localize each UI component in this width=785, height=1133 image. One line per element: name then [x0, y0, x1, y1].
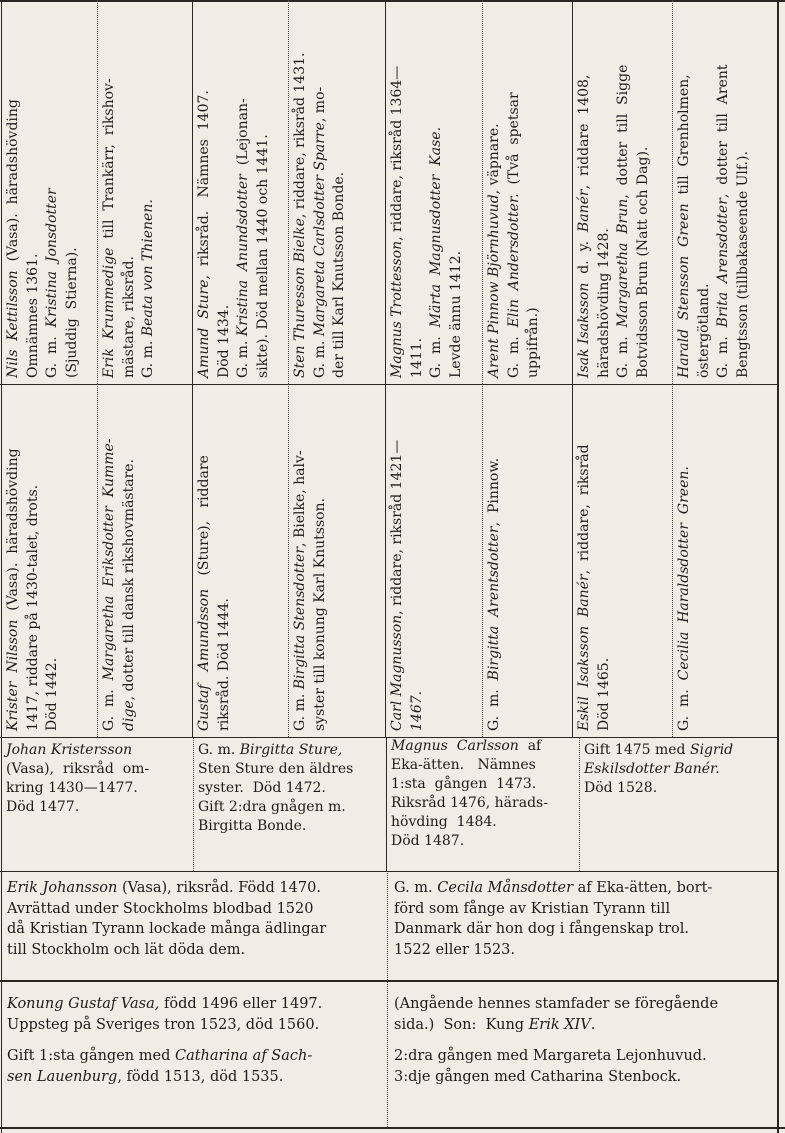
text-run: G. m.: [44, 327, 60, 378]
name-run: sen Lauenburg: [7, 1068, 118, 1085]
text-line: [234, 6, 254, 378]
text-run: Död 1465.: [595, 657, 612, 731]
text-run: Levde ännu 1412.: [447, 250, 464, 378]
text-line: [485, 390, 505, 731]
text-run: (Två spetsar: [505, 92, 522, 194]
text-run: G. m.: [428, 327, 444, 378]
top-entry-isak: [573, 2, 672, 382]
text-line: [198, 741, 382, 760]
entry-gustaf-vasa: [3, 992, 387, 1037]
text-run: Bengtsson (tillbakaseende Ulf.).: [734, 151, 751, 378]
text-line: [394, 919, 772, 940]
name-run: Cecilia Haraldsdotter Green.: [676, 466, 692, 681]
name-run: Krister Nilsson: [5, 619, 21, 731]
rotated-text: [675, 2, 753, 382]
text-line: [6, 741, 188, 760]
text-run: , mo-: [311, 86, 328, 123]
text-line: [584, 741, 772, 760]
name-run: Margaretha Brun: [615, 198, 631, 328]
text-run: häradshövding 1428.: [595, 228, 612, 378]
text-run: Sten Sture den äldres: [198, 761, 354, 777]
text-line: [391, 794, 575, 813]
text-run: G. m.: [505, 327, 522, 378]
text-run: (Sture), riddare: [196, 455, 212, 589]
text-run: Död 1477.: [6, 799, 80, 815]
top-entry-harald: [673, 2, 777, 382]
text-run: till Stockholm och lät döda dem.: [7, 941, 246, 958]
text-run: (Lejonan-: [235, 98, 251, 175]
text-run: 1:sta gången 1473.: [391, 776, 537, 792]
text-run: riksråd. Död 1444.: [215, 598, 232, 731]
text-line: [100, 390, 120, 731]
rotated-text: [195, 386, 234, 735]
text-run: 1417, riddare på 1430-talet, drots.: [24, 484, 41, 731]
text-line: [311, 390, 331, 731]
mid-entry-cecilia: [673, 386, 777, 735]
name-run: Erik Johansson: [7, 880, 118, 896]
text-run: af: [518, 738, 542, 754]
name-run: Kristina Anundsdotter: [235, 174, 251, 337]
sep: [387, 871, 388, 980]
divider-top-mid: [0, 384, 778, 385]
text-line: [330, 6, 350, 378]
rotated-text: [4, 386, 63, 735]
text-run: (Vasa). häradshövding: [5, 448, 21, 620]
text-line: [6, 760, 188, 779]
text-run: G. m.: [615, 327, 631, 378]
rotated-text: [388, 386, 427, 735]
text-run: , riddare 1408,: [576, 74, 592, 190]
text-run: Gift 1:sta gången med: [7, 1048, 175, 1064]
name-run: Arent Pinnow Björnhuvud: [486, 194, 502, 378]
text-run: Gift 2:dra gnågen m.: [198, 799, 346, 815]
name-run: Erik XIV: [528, 1016, 591, 1033]
rotated-text: [291, 2, 350, 382]
text-run: östergötland.: [695, 283, 712, 378]
name-run: Margareta Carlsdotter Sparre: [311, 122, 328, 337]
text-run: G. m.: [140, 336, 156, 378]
top-entry-amund: [193, 2, 288, 382]
text-run: , född 1513, död 1535.: [117, 1068, 284, 1085]
text-line: [195, 6, 215, 378]
text-line: [311, 6, 331, 378]
text-line: [595, 390, 615, 731]
text-line: [408, 390, 428, 731]
top-entry-nils: [2, 2, 97, 382]
text-line: [43, 6, 63, 378]
text-run: uppifrån.): [525, 307, 541, 378]
text-run: G. m.: [101, 680, 117, 731]
name-run: Isak Isaksson: [576, 282, 592, 378]
text-line: [675, 390, 695, 731]
text-run: , riddare, riksråd 1431.: [292, 52, 308, 219]
mid-entry-carl: [386, 386, 482, 735]
text-line: [7, 940, 383, 961]
text-line: [7, 878, 383, 899]
text-run: , riddare, riksråd 1364—: [389, 65, 405, 241]
text-line: [254, 6, 274, 378]
text-line: [595, 6, 615, 378]
name-run: Märta Magnusdotter Kase.: [428, 126, 444, 328]
text-run: till Grenholmen,: [676, 74, 692, 204]
name-run: Kristina Jonsdotter: [44, 188, 60, 328]
text-line: [391, 775, 575, 794]
text-line: [291, 390, 311, 731]
text-run: Avrättad under Stockholms blodbad 1520: [7, 900, 314, 917]
mid-entry-gustaf: [193, 386, 288, 735]
text-line: [43, 390, 63, 731]
entry-magnus-carlsson: [387, 735, 579, 853]
text-run: G. m.: [486, 680, 502, 731]
text-run: G. m.: [715, 327, 731, 378]
text-run: riksråd. Nämnes 1407.: [196, 90, 212, 276]
text-run: G. m.: [394, 880, 438, 896]
text-run: Botvidsson Brun (Natt och Dag).: [634, 146, 651, 378]
text-run: sida.) Son: Kung: [394, 1016, 529, 1033]
mid-entry-margaretha: [98, 386, 192, 735]
name-run: Birgitta Sture,: [239, 742, 343, 758]
text-line: [695, 6, 715, 378]
text-run: syster till konung Karl Knutsson.: [311, 497, 328, 731]
name-run: Eskilsdotter Banér.: [584, 761, 720, 777]
text-line: [394, 878, 772, 899]
text-line: [120, 390, 140, 731]
text-line: [388, 390, 408, 731]
text-line: [4, 6, 24, 378]
text-run: (Sjuddig Stierna).: [63, 247, 80, 378]
rotated-text: [388, 2, 466, 382]
sep: [387, 982, 388, 1127]
text-run: Birgitta Bonde.: [198, 818, 307, 834]
name-run: Johan Kristersson: [6, 742, 133, 758]
text-run: .: [590, 1016, 596, 1033]
name-run: Amund Sture,: [196, 275, 212, 378]
text-line: [139, 6, 159, 378]
text-line: [198, 817, 382, 836]
text-line: [394, 1015, 772, 1036]
mid-entry-birgitta-a: [483, 386, 572, 735]
text-line: [391, 813, 575, 832]
entry-later-marriages: [390, 1044, 776, 1089]
text-run: (Vasa), riksråd om-: [6, 761, 150, 777]
text-run: G. m.: [311, 336, 328, 378]
text-run: 1522 eller 1523.: [394, 941, 515, 958]
text-line: [291, 6, 311, 378]
name-run: 1467.: [408, 690, 425, 731]
name-run: Cecila Månsdotter: [437, 880, 574, 896]
rotated-text: [485, 2, 544, 382]
name-run: Harald Stensson Green: [676, 203, 692, 378]
text-run: till Trankärr, rikshov-: [101, 78, 117, 248]
text-run: , Bielke, halv-: [292, 450, 308, 547]
text-line: [408, 6, 428, 378]
text-line: [100, 6, 120, 378]
bottom-border: [0, 1127, 785, 1129]
text-run: Gift 1475 med: [584, 742, 690, 758]
entry-erik-johansson: [3, 876, 387, 962]
text-run: der till Karl Knutsson Bonde.: [331, 171, 347, 378]
text-line: [394, 1067, 772, 1088]
name-run: Gustaf Amundsson: [196, 588, 212, 731]
text-line: [7, 1046, 383, 1067]
text-line: [394, 994, 772, 1015]
text-run: hövding 1484.: [391, 814, 497, 830]
right-border: [777, 0, 779, 1133]
name-run: Elin Andersdotter.: [505, 193, 522, 328]
text-run: syster. Död 1472.: [198, 780, 326, 796]
text-line: [584, 779, 772, 798]
text-run: Uppsteg på Sveriges tron 1523, död 1560.: [7, 1016, 320, 1033]
text-line: [391, 756, 575, 775]
text-line: [427, 6, 447, 378]
text-run: sikte). Död mellan 1440 och 1441.: [254, 134, 271, 378]
text-run: Eka-ätten. Nämnes: [391, 757, 536, 773]
name-run: Erik Krummedige: [101, 247, 117, 378]
name-run: Banér: [576, 189, 592, 233]
text-line: [215, 390, 235, 731]
entry-sigrid-eskilsdotter: [580, 739, 776, 800]
text-line: [485, 6, 505, 378]
text-run: mästare, riksråd.: [120, 256, 137, 378]
text-run: , riddare, riksråd 1421—: [389, 439, 405, 615]
text-run: Död 1487.: [391, 833, 465, 849]
mid-entry-eskil: [573, 386, 672, 735]
text-line: [575, 6, 595, 378]
text-run: (Vasa). häradshövding: [5, 99, 21, 271]
rotated-text: [100, 386, 139, 735]
name-run: Brita Arensdotter: [715, 198, 731, 328]
text-line: [120, 6, 140, 378]
name-run: Sigrid: [689, 742, 734, 758]
name-run: Birgitta Stensdotter: [292, 546, 308, 690]
text-line: [584, 760, 772, 779]
text-run: Död 1528.: [584, 780, 658, 796]
text-line: [7, 1067, 383, 1088]
rotated-text: [291, 386, 330, 735]
text-line: [634, 6, 654, 378]
divider-row3-row4: [0, 871, 778, 872]
text-run: G. m.: [292, 689, 308, 731]
text-line: [394, 1046, 772, 1067]
text-run: kring 1430—1477.: [6, 780, 138, 796]
text-run: (Angående hennes stamfader se föregående: [394, 996, 719, 1012]
name-run: Magnus Carlsson: [391, 738, 519, 754]
name-run: Magnus Trottesson: [389, 240, 405, 378]
text-run: 1411.: [408, 337, 425, 378]
text-run: , dotter till Sigge: [615, 64, 631, 199]
text-line: [7, 919, 383, 940]
text-run: förd som fånge av Kristian Tyrann till: [394, 900, 671, 917]
mid-entry-birgitta-s: [289, 386, 385, 735]
top-entry-sten: [289, 2, 385, 382]
text-run: då Kristian Tyrann lockade många ädlingar: [7, 921, 327, 937]
name-run: Carl Magnusson: [389, 614, 405, 731]
top-entry-magnus: [386, 2, 482, 382]
entry-son-note: [390, 992, 776, 1037]
entry-birgitta-sture: [194, 739, 386, 838]
rotated-text: [195, 2, 273, 382]
text-run: , dotter till Arent: [715, 64, 731, 199]
text-run: Omnämnes 1361.: [24, 253, 41, 378]
text-run: , väpnare.: [486, 123, 502, 195]
text-line: [524, 6, 544, 378]
text-line: [7, 994, 383, 1015]
text-line: [63, 6, 83, 378]
text-line: [195, 390, 215, 731]
divider-row4-row5: [0, 980, 778, 982]
text-run: 2:dra gången med Margareta Lejonhuvud.: [394, 1048, 707, 1064]
name-run: Catharina af Sach-: [174, 1048, 313, 1064]
text-line: [7, 1015, 383, 1036]
text-line: [575, 390, 595, 731]
text-line: [714, 6, 734, 378]
text-run: (Vasa), riksråd. Född 1470.: [117, 880, 321, 896]
name-run: Beata von Thienen.: [140, 199, 156, 337]
entry-cecila-mansdotter: [390, 876, 776, 962]
text-line: [6, 798, 188, 817]
text-line: [505, 6, 525, 378]
text-run: G. m.: [676, 680, 692, 731]
top-entry-erik: [98, 2, 192, 382]
text-line: [734, 6, 754, 378]
text-run: af Eka-ätten, bort-: [573, 880, 713, 896]
text-run: , riddare, riksråd: [576, 444, 592, 575]
rotated-text: [485, 386, 505, 735]
text-run: , Pinnow.: [486, 457, 502, 527]
text-line: [614, 6, 634, 378]
name-run: Nils Kettilsson: [5, 270, 21, 378]
text-line: [391, 832, 575, 851]
text-run: G. m.: [235, 336, 251, 378]
text-line: [6, 779, 188, 798]
text-line: [215, 6, 235, 378]
rotated-text: [675, 386, 695, 735]
rotated-text: [100, 2, 159, 382]
rotated-text: [575, 386, 614, 735]
text-line: [7, 899, 383, 920]
text-run: d. y.: [576, 232, 592, 283]
text-line: [198, 779, 382, 798]
text-line: [24, 390, 44, 731]
text-run: Död 1442.: [44, 657, 60, 731]
name-run: Sten Thuresson Bielke: [292, 218, 308, 378]
text-line: [675, 6, 695, 378]
text-run: Danmark där hon dog i fångenskap trol.: [394, 921, 690, 937]
text-line: [447, 6, 467, 378]
text-line: [198, 798, 382, 817]
text-line: [391, 737, 575, 756]
name-run: dige: [120, 700, 137, 731]
text-line: [394, 899, 772, 920]
text-line: [198, 760, 382, 779]
text-line: [24, 6, 44, 378]
rotated-text: [4, 2, 82, 382]
text-run: Död 1434.: [215, 304, 232, 378]
name-run: Eskil Isaksson Banér: [576, 574, 592, 731]
text-run: Riksråd 1476, härads-: [391, 795, 548, 811]
mid-entry-krister: [2, 386, 97, 735]
name-run: Margaretha Eriksdotter Kumme-: [101, 438, 117, 681]
text-run: G. m.: [198, 742, 240, 758]
rotated-text: [575, 2, 653, 382]
top-entry-arent: [483, 2, 572, 382]
text-run: 3:dje gången med Catharina Stenbock.: [394, 1068, 682, 1085]
text-run: född 1496 eller 1497.: [159, 996, 323, 1012]
text-line: [4, 390, 24, 731]
text-line: [394, 940, 772, 961]
entry-first-marriage: [3, 1044, 387, 1089]
name-run: Konung Gustaf Vasa,: [7, 996, 160, 1012]
name-run: Birgitta Arentsdotter: [486, 526, 502, 681]
text-run: , dotter till dansk rikshovmästare.: [120, 458, 137, 701]
entry-johan-kristersson: [2, 739, 192, 819]
text-line: [388, 6, 408, 378]
